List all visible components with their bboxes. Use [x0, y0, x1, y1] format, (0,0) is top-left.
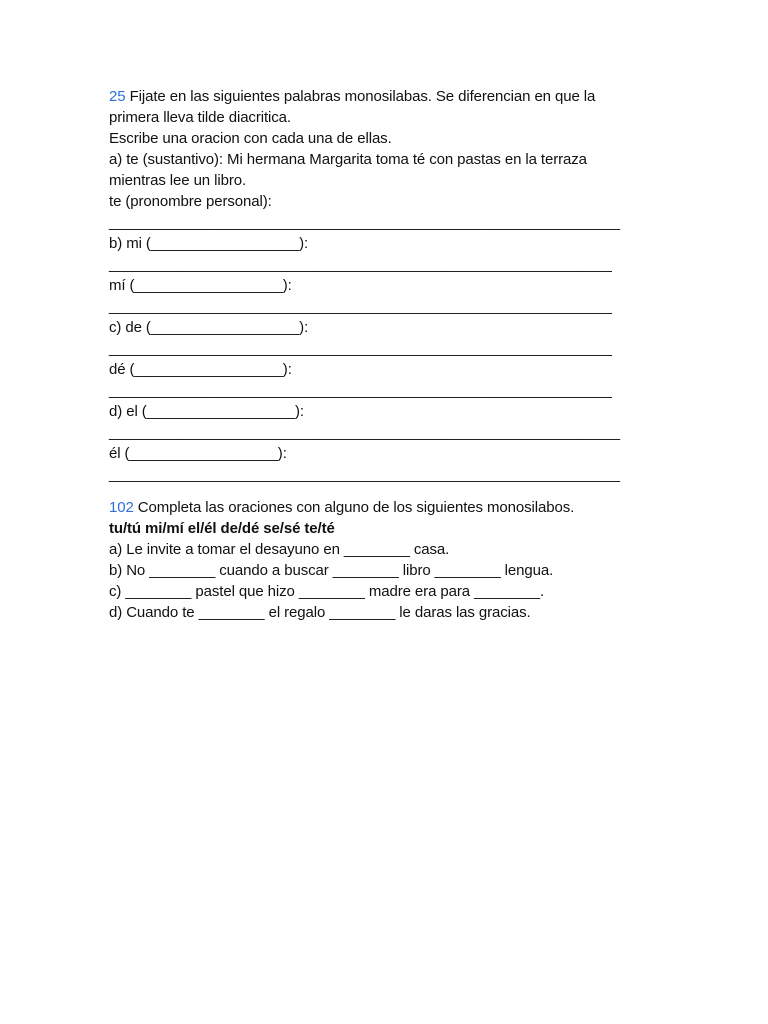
- item-d-el-tilde-label: él (__________________):: [109, 445, 287, 462]
- item-a-pronombre-label: te (pronombre personal):: [109, 193, 272, 210]
- item-a-line-1: a) te (sustantivo): Mi hermana Margarita toma té con pastas en la terraza: [109, 151, 587, 168]
- exercise-25-number: 25: [109, 88, 126, 105]
- answer-blank-c2: _____________________________________________________________: [109, 382, 612, 399]
- answer-blank-b2: _____________________________________________________________: [109, 298, 612, 315]
- monosyllable-word-list: tu/tú mi/mí el/él de/dé se/sé te/té: [109, 520, 335, 537]
- sentence-d: d) Cuando te ________ el regalo ________ le daras las gracias.: [109, 604, 531, 621]
- exercise-25-intro-line-1: [109, 86, 669, 107]
- exercise-102-intro-text: Completa las oraciones con alguno de los siguientes monosilabos.: [133, 499, 575, 516]
- item-b-mi-tilde-label: mí (__________________):: [109, 277, 292, 294]
- exercise-102-intro: [109, 497, 669, 518]
- item-b-mi-label: b) mi (__________________):: [109, 235, 309, 252]
- exercise-102-number: 102: [109, 499, 134, 516]
- item-a-line-2: mientras lee un libro.: [109, 172, 247, 189]
- answer-blank-a: ______________________________________________________________: [109, 214, 621, 231]
- item-c-de-tilde-label: dé (__________________):: [109, 361, 292, 378]
- item-d-el-label: d) el (__________________):: [109, 403, 304, 420]
- exercise-25-intro-line-2: primera lleva tilde diacritica.: [109, 109, 291, 126]
- worksheet: [109, 86, 669, 623]
- sentence-a: a) Le invite a tomar el desayuno en ________ casa.: [109, 541, 450, 558]
- exercise-25-intro-text: Fijate en las siguientes palabras monosilabas. Se diferencian en que la: [125, 88, 596, 105]
- answer-blank-c: _____________________________________________________________: [109, 340, 612, 357]
- item-c-de-label: c) de (__________________):: [109, 319, 309, 336]
- answer-blank-b: _____________________________________________________________: [109, 256, 612, 273]
- section-gap: [109, 485, 669, 497]
- exercise-25-intro-line-3: Escribe una oracion con cada una de ellas.: [109, 130, 392, 147]
- answer-blank-d: ______________________________________________________________: [109, 424, 621, 441]
- sentence-c: c) ________ pastel que hizo ________ madre era para ________.: [109, 583, 545, 600]
- sentence-b: b) No ________ cuando a buscar ________ libro ________ lengua.: [109, 562, 554, 579]
- answer-blank-d2: ______________________________________________________________: [109, 466, 621, 483]
